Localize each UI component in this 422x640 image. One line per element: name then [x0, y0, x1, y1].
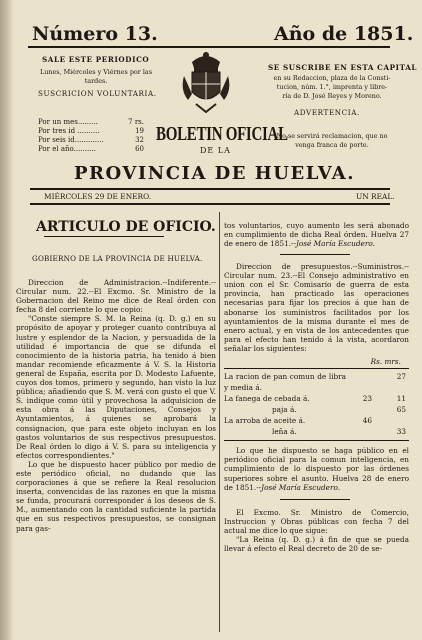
table-row: La fanega de cebada á. 23 11 — [224, 393, 406, 403]
left-column-text — [16, 278, 216, 533]
top-rule — [28, 46, 390, 48]
right-column-text — [224, 221, 409, 553]
paragraph: Direccion de Administracion.--Indiferente.--Circular num. 22.--El Excmo. Sr. Ministro de la Gobernacion del Reino me dice de Real órden con fecha 8 del corriente lo que copio: — [16, 278, 216, 315]
left-days-line1: Lunes, Miércoles y Viérnes por las — [40, 68, 152, 76]
price-row: Por un mes......... 7 rs. — [38, 118, 144, 126]
table-row: La racion de pan comun de libra y media á. 27 — [224, 371, 406, 392]
advertencia-label: ADVERTENCIA. — [294, 108, 360, 117]
paragraph: "Conste siempre S. M. la Reina (q. D. g.) en su propósito de apoyar y proteger cuanto contribuya al lustre y esplendor de la Nacion, y persuadida de la utilidad é importancia de que se difunda el conocimiento de la historia patria, ha tenido á bien mandar recomiende eficazmente á V. S. la Historia general de España, escrita por D. Modesto Lafuente, cuyos dos tomos, primero y segundo, han visto la luz pública; añadiendo que S. M. verá con gusto el que V. S. indique como útil y provechosa la adquisicion de esta obra á las Diputaciones, Consejos y Ayuntamientos, á quienes se aprobará la consignacion, que para este objeto incluyan en los gastos voluntarios de sus respectivos presupuestos. De Real órden lo digo á V. S. para su inteligencia y efectos correspondientes." — [16, 314, 216, 460]
signature: José María Escudero. — [261, 482, 341, 492]
issue-price: UN REAL. — [356, 192, 395, 201]
left-days-line2: tardes. — [84, 77, 108, 85]
price-row: Por seis id............. 32 — [38, 136, 144, 144]
article-heading: ARTICULO DE OFICIO. — [36, 219, 216, 235]
paragraph: Direccion de presupuestos.--Suministros.--Circular num. 23.--El Consejo administrativo en union con el Sr. Comisario de guerra de esta provincia, han practicado las operaciones necesarias para fijar los precios á que han de abonarse los suministros facilitados por los ayuntamientos de la misma durante el mes de enero actual, y en vista de los antecedentes que para el efecto han tenido á la vista, acordaron señalar los siguientes: — [224, 262, 409, 353]
issue-date: MIÉRCOLES 29 DE ENERO. — [44, 192, 152, 201]
newspaper-title: BOLETIN OFICIAL — [156, 124, 288, 146]
title-de-la: DE LA — [200, 146, 231, 155]
price-list — [38, 118, 144, 154]
section-rule — [280, 499, 350, 500]
price-row: Por tres id .......... 19 — [38, 127, 144, 135]
left-days — [28, 68, 164, 86]
royal-crest-icon — [178, 50, 234, 114]
price-table — [224, 371, 409, 437]
date-rule-top — [30, 188, 390, 190]
paragraph: Lo que he dispuesto se haga público en el periódico oficial para la comun inteligencia, en cumplimiento de lo dispuesto por las órdenes superiores sobre el asunto. Huelva 28 de enero de 1851.--José María Escudero. — [224, 446, 409, 492]
table-row: leña á. 33 — [272, 426, 406, 436]
table-row: paja á. 65 — [272, 404, 406, 414]
table-row: La arroba de aceite á. 46 — [224, 415, 372, 425]
paragraph: El Excmo. Sr. Ministro de Comercio, Instruccion y Obras públicas con fecha 7 del actual me dice lo que sigue: — [224, 507, 409, 535]
issue-year: Año de 1851. — [274, 23, 414, 45]
warning-text: No se servirá reclamacion, que no venga franca de porte. — [276, 132, 388, 149]
issue-number: Número 13. — [32, 23, 158, 45]
signature: José María Escudero. — [295, 239, 375, 249]
article-subheading: GOBIERNO DE LA PROVINCIA DE HUELVA. — [32, 254, 203, 263]
paragraph: Lo que he dispuesto hacer público por medio de este periódico oficial, no dudando que las corporaciones á que se refiere la Real resolucion inserta, convencidas de las razones en que la misma se funda, procurará corresponder á los deseos de S. M., aumentando con la cantidad suficiente la partida que en sus respectivos presupuestos, se consignan para gas- — [16, 459, 216, 533]
left-heading: SALE ESTE PERIODICO — [42, 55, 150, 64]
heading-rule — [44, 236, 164, 237]
province-title: PROVINCIA DE HUELVA. — [74, 163, 356, 184]
paragraph: tos voluntarios, cuyo aumento les será abonado en cumplimiento de dicha Real órden. Huelva 27 de enero de 1851.--José María Escudero. — [224, 221, 409, 249]
table-rule-bottom — [224, 440, 409, 441]
table-rule — [224, 368, 409, 369]
column-divider — [219, 212, 220, 632]
paragraph: "La Reina (q. D. g.) á fin de que se pueda llevar á efecto el Real decreto de 20 de se- — [224, 534, 409, 553]
table-header: Rs. mrs. — [370, 357, 401, 367]
subscription-label: SUSCRICION VOLUNTARIA. — [38, 89, 157, 98]
date-rule-bottom — [30, 203, 390, 205]
subscription-address: en su Redaccion, plaza de la Consti- tucion, núm. 1.°, imprenta y libre- ría de D. José Reyes y Moreno. — [273, 74, 391, 100]
price-row: Por el año.......... 60 — [38, 145, 144, 153]
section-rule — [280, 254, 350, 255]
right-heading: SE SUSCRIBE EN ESTA CAPITAL — [268, 63, 418, 72]
